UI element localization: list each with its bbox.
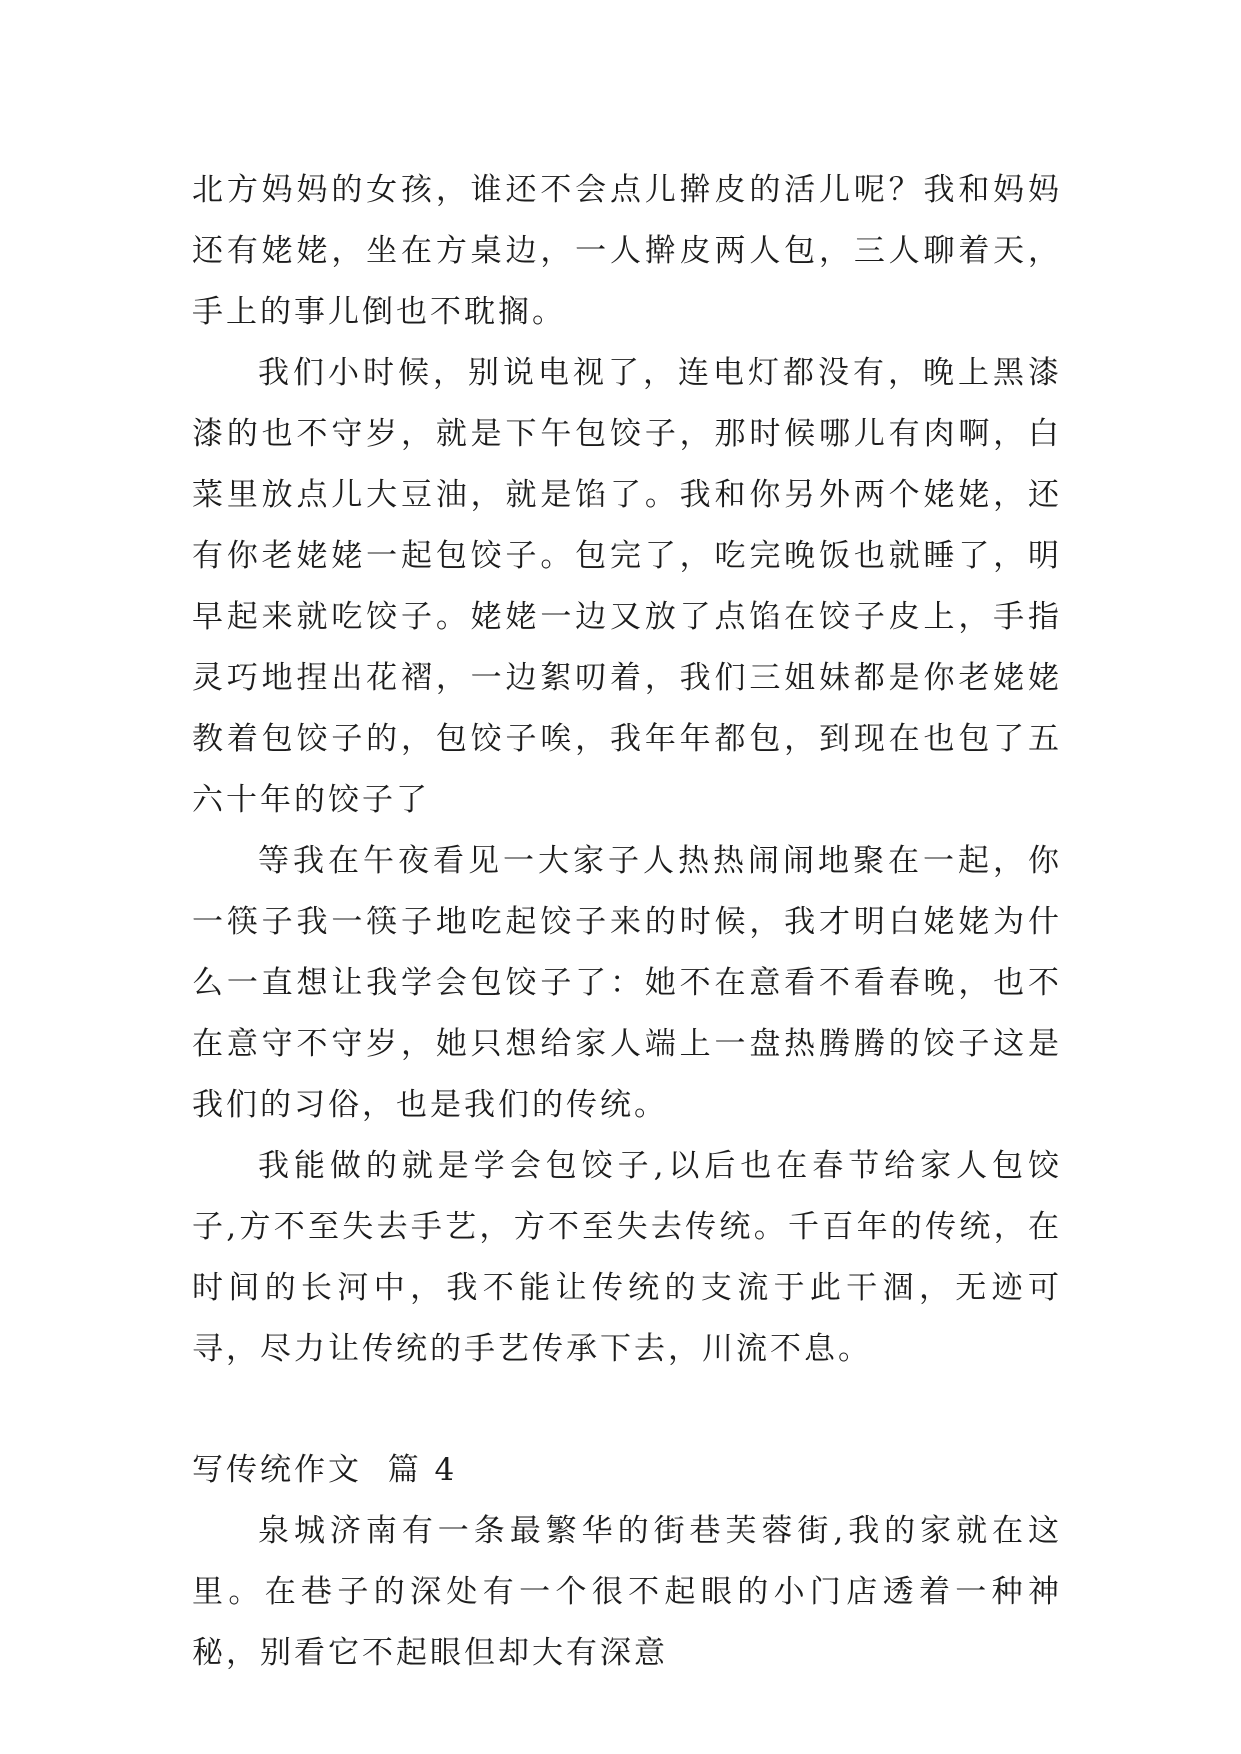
section-heading: 写传统作文 篇 4 <box>192 1452 458 1488</box>
paragraph-2: 我们小时候，别说电视了，连电灯都没有，晚上黑漆漆的也不守岁，就是下午包饺子，那时候哪儿有肉啊，白菜里放点儿大豆油，就是馅了。我和你另外两个姥姥，还有你老姥姥一起包饺子。包完了，吃完晚饭也就睡了，明早起来就吃饺子。姥姥一边又放了点馅在饺子皮上，手指灵巧地捏出花褶，一边絮叨着，我们三姐妹都是你老姥姥教着包饺子的，包饺子唉，我年年都包，到现在也包了五六十年的饺子了 <box>192 355 1062 818</box>
document-body <box>192 160 1062 1684</box>
paragraph-3: 等我在午夜看见一大家子人热热闹闹地聚在一起，你一筷子我一筷子地吃起饺子来的时候，我才明白姥姥为什么一直想让我学会包饺子了：她不在意看不看春晚，也不在意守不守岁，她只想给家人端上一盘热腾腾的饺子这是我们的习俗，也是我们的传统。 <box>192 843 1062 1123</box>
paragraph-5: 泉城济南有一条最繁华的街巷芙蓉街,我的家就在这里。在巷子的深处有一个很不起眼的小门店透着一种神秘，别看它不起眼但却大有深意 <box>192 1513 1062 1671</box>
paragraph-1: 北方妈妈的女孩，谁还不会点儿擀皮的活儿呢？我和妈妈还有姥姥，坐在方桌边，一人擀皮两人包，三人聊着天，手上的事儿倒也不耽搁。 <box>192 172 1062 330</box>
paragraph-4: 我能做的就是学会包饺子,以后也在春节给家人包饺子,方不至失去手艺，方不至失去传统。千百年的传统，在时间的长河中，我不能让传统的支流于此干涸，无迹可寻，尽力让传统的手艺传承下去，川流不息。 <box>192 1148 1062 1367</box>
